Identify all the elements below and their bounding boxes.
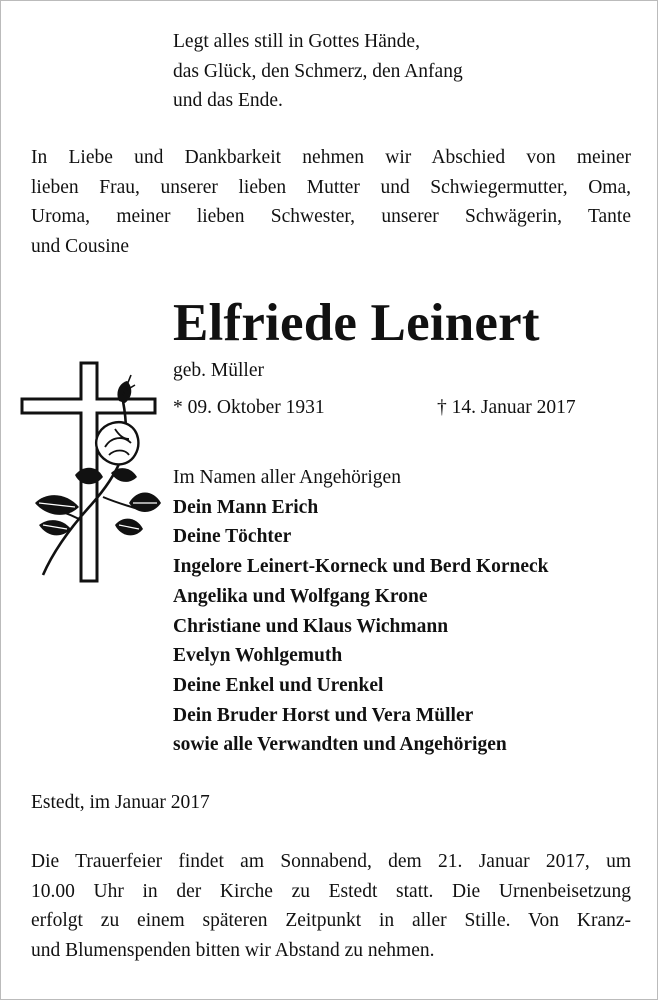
- birth-date: * 09. Oktober 1931: [173, 397, 325, 418]
- intro-line: In Liebe und Dankbarkeit nehmen wir Abschied von meiner: [31, 147, 631, 168]
- intro-text: [31, 143, 631, 261]
- mourner-entry: Christiane und Klaus Wichmann: [173, 615, 449, 637]
- maiden-name: geb. Müller: [173, 360, 264, 381]
- mourner-entry: Angelika und Wolfgang Krone: [173, 585, 428, 607]
- mourner-entry: Dein Bruder Horst und Vera Müller: [173, 704, 474, 726]
- poem-line: Legt alles still in Gottes Hände,: [173, 31, 420, 52]
- service-line: Die Trauerfeier findet am Sonnabend, dem 21. Januar 2017, um: [31, 851, 631, 872]
- mourner-entry: Deine Enkel und Urenkel: [173, 674, 384, 696]
- intro-line: Uroma, meiner lieben Schwester, unserer Schwägerin, Tante: [31, 206, 631, 227]
- death-date: † 14. Januar 2017: [437, 397, 576, 418]
- poem-line: das Glück, den Schmerz, den Anfang: [173, 60, 463, 82]
- service-line: und Blumenspenden bitten wir Abstand zu nehmen.: [31, 939, 435, 961]
- mourner-entry: Evelyn Wohlgemuth: [173, 645, 343, 667]
- cross-with-rose-icon: [19, 357, 164, 589]
- poem-line: und das Ende.: [173, 90, 283, 111]
- mourner-entry: Dein Mann Erich: [173, 496, 319, 518]
- mourner-entry: Deine Töchter: [173, 526, 292, 548]
- mourner-entry: Ingelore Leinert-Korneck und Berd Korneck: [173, 556, 549, 578]
- mourners-list: [173, 463, 549, 760]
- intro-line: und Cousine: [31, 235, 130, 257]
- mourner-entry: sowie alle Verwandten und Angehörigen: [173, 734, 507, 756]
- deceased-name: Elfriede Leinert: [173, 294, 540, 352]
- intro-line: lieben Frau, unserer lieben Mutter und Schwiegermutter, Oma,: [31, 176, 631, 198]
- service-line: 10.00 Uhr in der Kirche zu Estedt statt. Die Urnenbeisetzung: [31, 880, 631, 902]
- service-line: erfolgt zu einem späteren Zeitpunkt in aller Stille. Von Kranz-: [31, 910, 631, 931]
- place-date: Estedt, im Januar 2017: [31, 792, 210, 813]
- poem: [173, 27, 613, 116]
- mourners-heading: Im Namen aller Angehörigen: [173, 467, 401, 488]
- funeral-service-info: [31, 847, 631, 965]
